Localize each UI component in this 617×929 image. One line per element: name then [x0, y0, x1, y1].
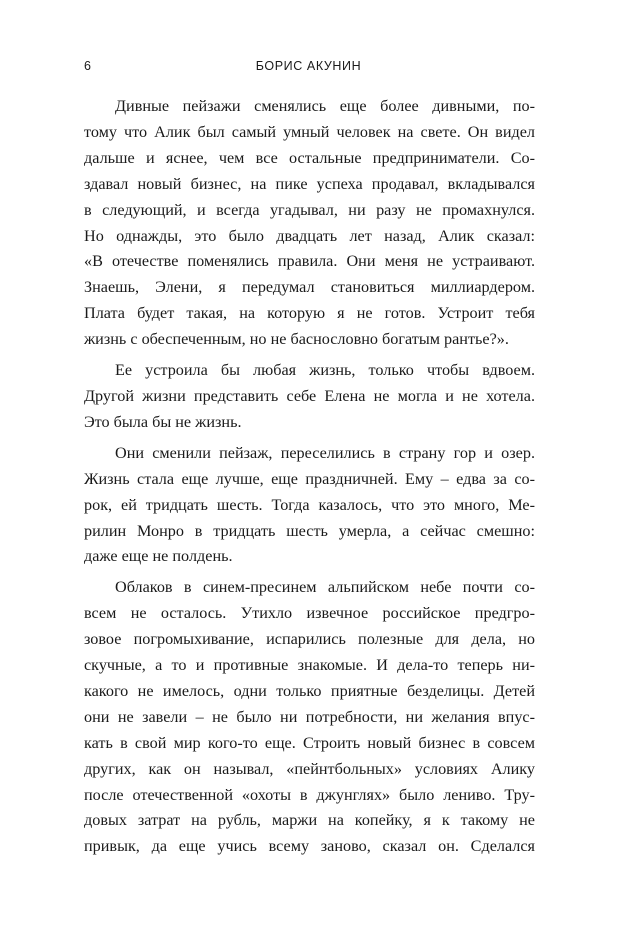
- text-line: Но однажды, это было двадцать лет назад, Алик сказал:: [84, 226, 535, 245]
- page-number: 6: [84, 59, 92, 73]
- text-line: Это была бы не жизнь.: [84, 412, 242, 431]
- paragraph: [84, 441, 535, 571]
- text-line: рилин Монро в тридцать шесть умерла, а сейчас смешно:: [84, 521, 535, 540]
- text-line: всем не осталось. Утихло извечное российское предгро-: [84, 604, 535, 623]
- paragraph: [84, 94, 535, 353]
- text-line: Жизнь стала еще лучше, еще праздничней. Ему – едва за со-: [84, 469, 535, 488]
- text-line: Другой жизни представить себе Елена не могла и не хотела.: [84, 386, 535, 405]
- text-line: рок, ей тридцать шесть. Тогда казалось, что это много, Ме-: [84, 495, 535, 514]
- text-line: скучные, а то и противные знакомые. И дела-то теперь ни-: [84, 656, 535, 675]
- text-line: довых затрат на рубль, маржи на копейку, я к такому не: [84, 811, 535, 830]
- text-line: Дивные пейзажи сменялись еще более дивными, по-: [115, 97, 535, 115]
- text-line: «В отечестве поменялись правила. Они меня не устраивают.: [84, 252, 535, 271]
- page-header: [84, 59, 533, 77]
- text-line: Они сменили пейзаж, переселились в страну гор и озер.: [115, 443, 535, 462]
- text-line: Плата будет такая, на которую я не готов. Устроит тебя: [84, 304, 535, 323]
- text-line: Облаков в синем-пресинем альпийском небе почти со-: [115, 578, 535, 597]
- paragraph: [84, 575, 535, 860]
- running-head: БОРИС АКУНИН: [255, 59, 362, 73]
- text-line: Ее устроила бы любая жизнь, только чтобы вдвоем.: [115, 361, 535, 380]
- paragraph: [84, 358, 535, 436]
- text-line: привык, да еще учись всему заново, сказал он. Сделался: [84, 837, 535, 856]
- text-line: здавал новый бизнес, на пике успеха продавал, вкладывался: [84, 174, 535, 193]
- text-line: других, как он называл, «пейнтбольных» условиях Алику: [84, 759, 535, 778]
- text-line: зовое погромыхивание, испарились полезные для дела, но: [84, 630, 535, 649]
- text-line: даже еще не полдень.: [84, 547, 233, 566]
- text-line: Знаешь, Элени, я передумал становиться миллиардером.: [84, 278, 535, 297]
- text-line: тому что Алик был самый умный человек на свете. Он видел: [84, 122, 535, 141]
- text-line: кать в свой мир кого-то еще. Строить новый бизнес в совсем: [84, 733, 535, 752]
- text-line: в следующий, и всегда угадывал, ни разу не промахнулся.: [84, 200, 535, 219]
- text-line: жизнь с обеспеченным, но не баснословно богатым рантье?».: [84, 330, 509, 349]
- text-line: какого не имелось, одни только приятные безделицы. Детей: [84, 681, 535, 700]
- text-line: после отечественной «охоты в джунглях» было лениво. Тру-: [84, 785, 535, 804]
- text-line: дальше и яснее, чем все остальные предприниматели. Со-: [84, 148, 535, 167]
- text-line: они не завели – не было ни потребности, ни желания впус-: [84, 707, 535, 726]
- body-text: [84, 94, 535, 865]
